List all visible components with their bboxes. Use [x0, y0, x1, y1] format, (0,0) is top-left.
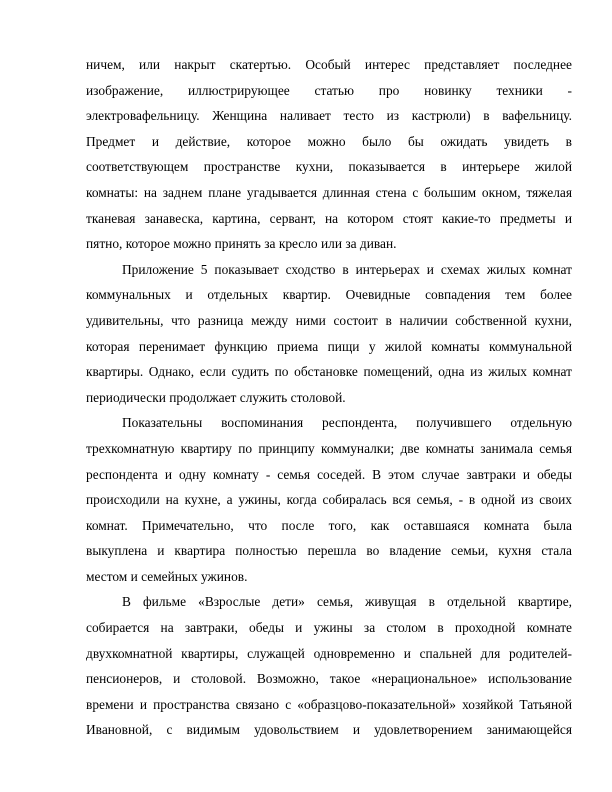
paragraph-3 — [86, 410, 572, 589]
text-line: трехкомнатную квартиру по принципу коммуналки; две комнаты занимала семья — [86, 440, 572, 456]
text-line: коммунальных и отдельных квартир. Очевидные совпадения тем более — [86, 287, 572, 303]
paragraph-2 — [86, 257, 572, 411]
text-line: местом и семейных ужинов. — [86, 568, 248, 584]
text-line: удивительны, что разница между ними состоит в наличии собственной кухни, — [86, 312, 572, 328]
text-line: комнат. Примечательно, что после того, как оставшаяся комната была — [86, 517, 572, 533]
text-line: изображение, иллюстрирующее статью про новинку техники - — [86, 82, 572, 98]
text-line: респондента и одну комнату - семья соседей. В этом случае завтраки и обеды — [86, 466, 572, 482]
text-line: электровафельницу. Женщина наливает тесто из кастрюли) в вафельницу. — [86, 108, 572, 124]
text-line: Ивановной, с видимым удовольствием и удовлетворением занимающейся — [86, 722, 572, 738]
paragraph-1 — [86, 52, 572, 257]
text-line: Показательны воспоминания респондента, получившего отдельную — [122, 415, 572, 431]
text-line: ничем, или накрыт скатертью. Особый интерес представляет последнее — [86, 57, 572, 72]
text-line: пятно, которое можно принять за кресло или за диван. — [86, 236, 397, 252]
text-line: тканевая занавеска, картина, сервант, на котором стоят какие-то предметы и — [86, 210, 572, 226]
text-line: которая перенимает функцию приема пищи у жилой комнаты коммунальной — [86, 338, 572, 354]
text-line: выкуплена и квартира полностью перешла во владение семьи, кухня стала — [86, 543, 572, 559]
text-line: комнаты: на заднем плане угадывается длинная стена с большим окном, тяжелая — [86, 184, 572, 200]
text-line: происходили на кухне, а ужины, когда собиралась вся семья, - в одной из своих — [86, 492, 572, 508]
text-line: собирается на завтраки, обеды и ужины за столом в проходной комнате — [86, 620, 572, 636]
document-page — [86, 52, 572, 743]
text-line: Приложение 5 показывает сходство в интерьерах и схемах жилых комнат — [122, 261, 572, 277]
text-line: двухкомнатной квартиры, служащей одновременно и спальней для родителей- — [86, 645, 572, 661]
text-line: квартиры. Однако, если судить по обстановке помещений, одна из жилых комнат — [86, 364, 572, 380]
text-line: времени и пространства связано с «образцово-показательной» хозяйкой Татьяной — [86, 696, 572, 712]
paragraph-4 — [86, 589, 572, 743]
text-line: пенсионеров, и столовой. Возможно, такое «нерациональное» использование — [86, 671, 572, 687]
text-line: периодически продолжает служить столовой. — [86, 389, 346, 405]
text-line: В фильме «Взрослые дети» семья, живущая в отдельной квартире, — [122, 594, 572, 610]
text-line: Предмет и действие, которое можно было бы ожидать увидеть в — [86, 133, 572, 149]
text-line: соответствующем пространстве кухни, показывается в интерьере жилой — [86, 159, 572, 175]
